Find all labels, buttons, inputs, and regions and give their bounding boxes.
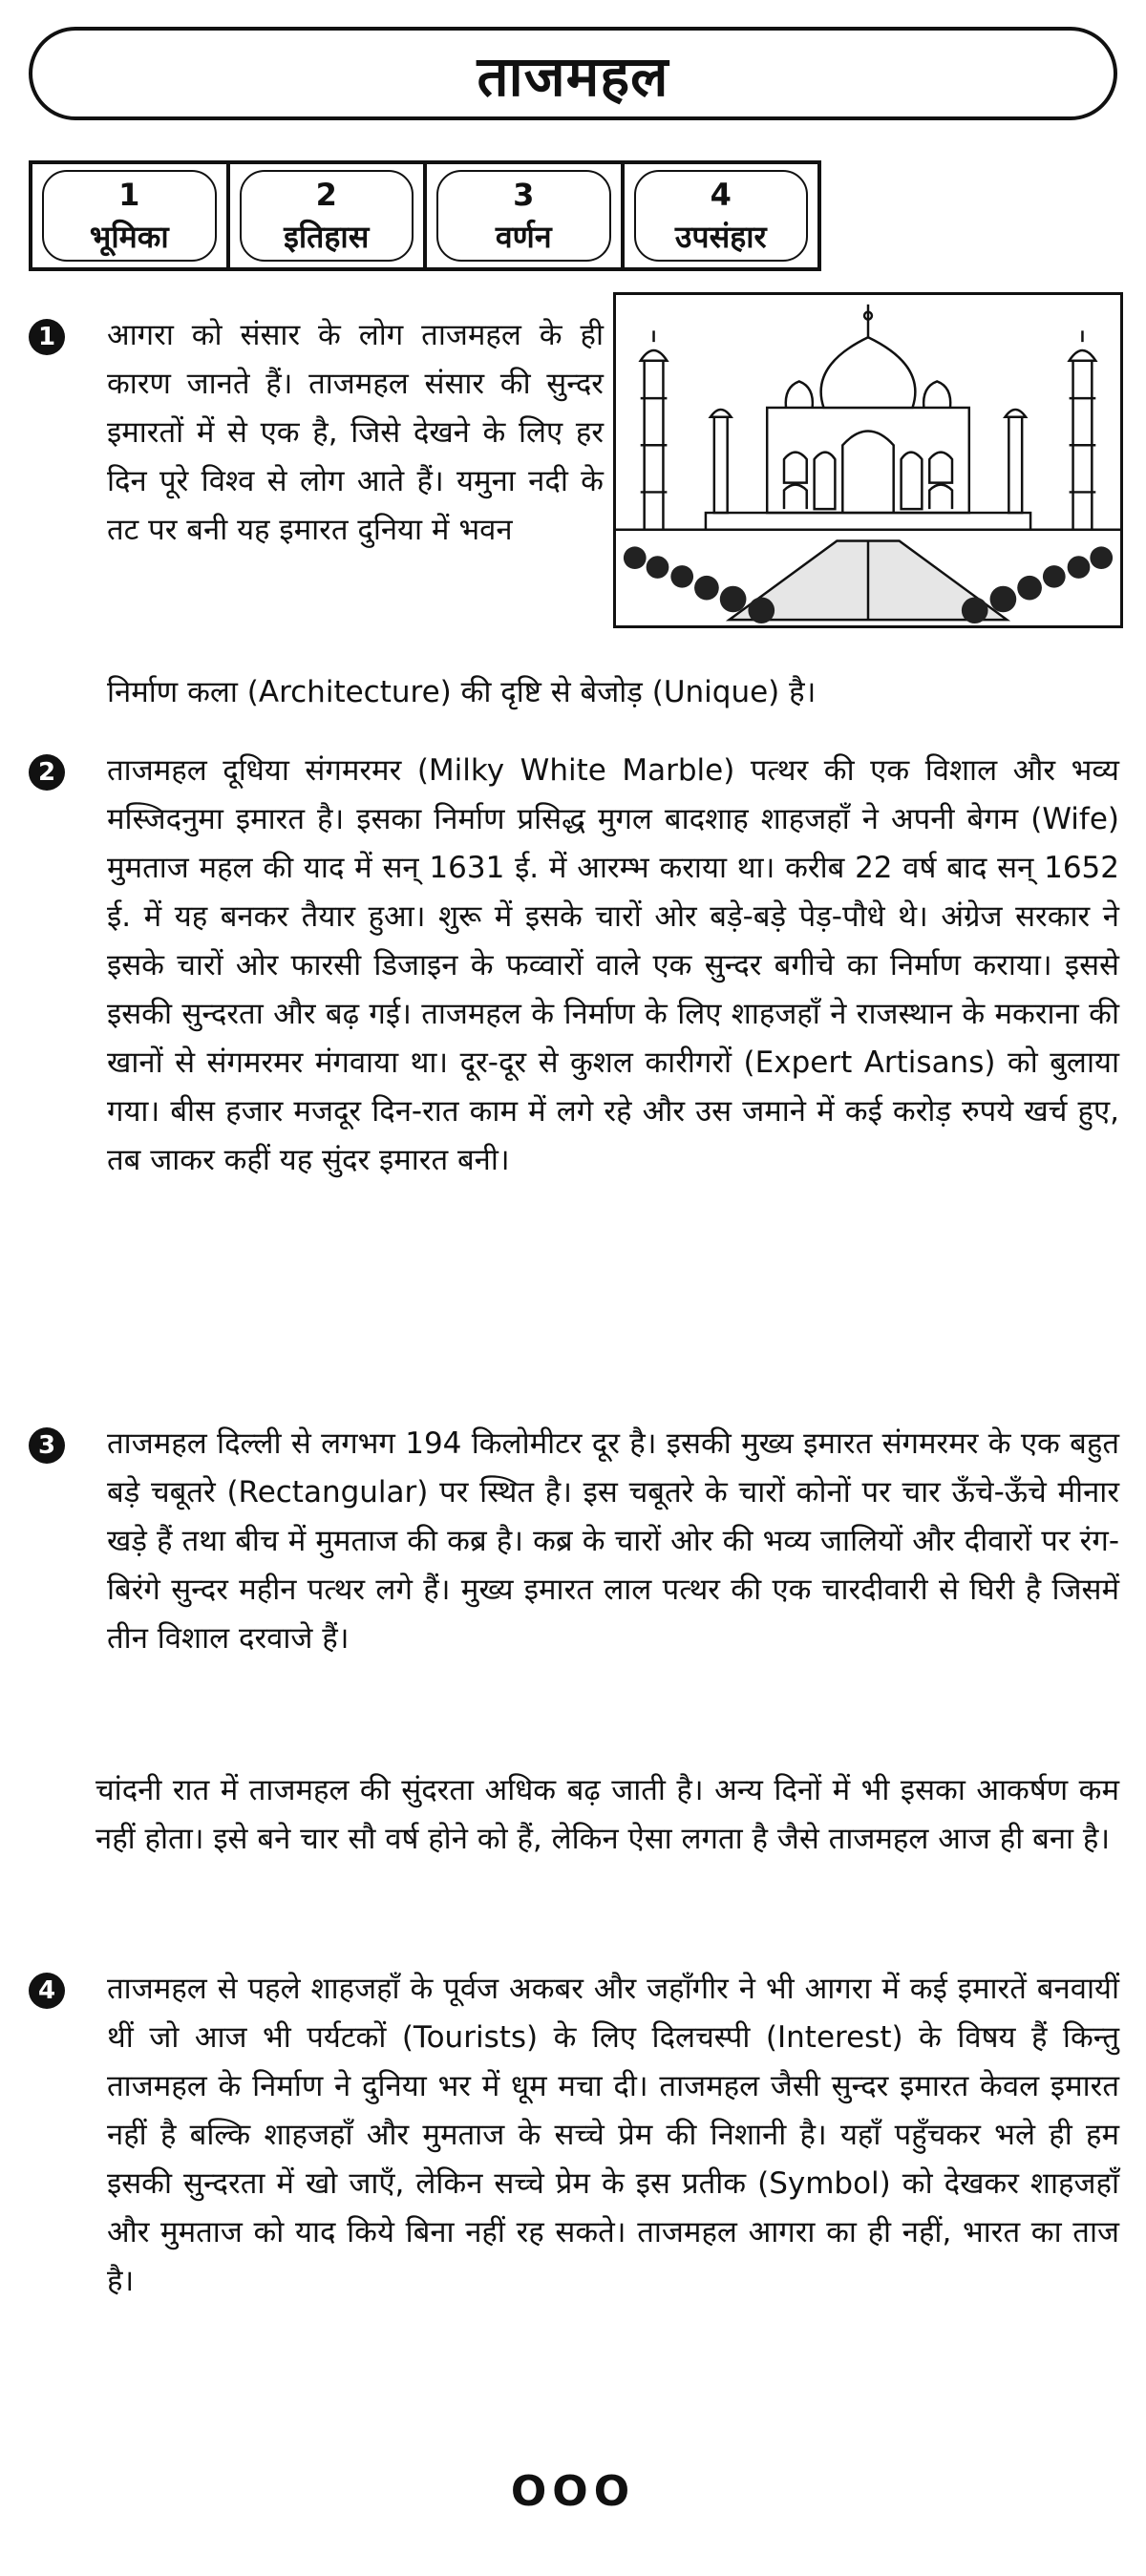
- section-cell-2: [230, 164, 428, 267]
- taj-mahal-sketch-icon: [613, 292, 1123, 628]
- section-number: 4: [710, 177, 732, 213]
- section-outline: [29, 160, 821, 271]
- paragraph-bullet-4: 4: [29, 1973, 65, 2009]
- paragraph-4: ताजमहल से पहले शाहजहाँ के पूर्वज अकबर और जहाँगीर ने भी आगरा में कई इमारतें बनवायीं थीं जो आज भी पर्यटकों (Tourists) के लिए दिलचस्पी (Interest) के विषय हैं किन्तु ताजमहल के निर्माण ने दुनिया भर में धूम मचा दी। ताजमहल जैसी सुन्दर इमारत केवल इमारत नहीं है बल्कि शाहजहाँ और मुमताज के सच्चे प्रेम की निशानी है। यहाँ पहुँचकर भले ही हम इसकी सुन्दरता में खो जाएँ, लेकिन सच्चे प्रेम के इस प्रतीक (Symbol) को देखकर शाहजहाँ और मुमताज को याद किये बिना नहीं रह सकते। ताजमहल आगरा का ही नहीं, भारत का ताज है।: [107, 1972, 1119, 2298]
- paragraph-bullet-1: 1: [29, 319, 65, 355]
- page-title: ताजमहल: [477, 43, 669, 109]
- section-label: इतिहास: [284, 219, 370, 255]
- section-label: उपसंहार: [674, 219, 767, 255]
- title-banner: [29, 27, 1117, 120]
- section-number: 2: [315, 177, 337, 213]
- end-mark: OOO: [510, 2467, 636, 2516]
- section-cell-4: [625, 164, 818, 267]
- paragraph-2: ताजमहल दूधिया संगमरमर (Milky White Marble) पत्थर की एक विशाल और भव्य मस्जिदनुमा इमारत है। इसका निर्माण प्रसिद्ध मुगल बादशाह शाहजहाँ ने अपनी बेगम (Wife) मुमताज महल की याद में सन् 1631 ई. में आरम्भ कराया था। करीब 22 वर्ष बाद सन् 1652 ई. में यह बनकर तैयार हुआ। शुरू में इसके चारों ओर बड़े-बड़े पेड़-पौधे थे। अंग्रेज सरकार ने इसके चारों ओर फारसी डिजाइन के फव्वारों वाले एक सुन्दर बगीचे का निर्माण कराया। इससे इसकी सुन्दरता और बढ़ गई। ताजमहल के निर्माण के लिए शाहजहाँ ने राजस्थान के मकराना की खानों से संगमरमर मंगवाया था। दूर-दूर से कुशल कारीगरों (Expert Artisans) को बुलाया गया। बीस हजार मजदूर दिन-रात काम में लगे रहे और उस जमाने में कई करोड़ रुपये खर्च हुए, तब जाकर कहीं यह सुंदर इमारत बनी।: [107, 753, 1119, 1177]
- section-label: वर्णन: [495, 219, 552, 255]
- paragraph-bullet-3: 3: [29, 1427, 65, 1464]
- section-label: भूमिका: [89, 219, 169, 255]
- paragraph-1-continuation: निर्माण कला (Architecture) की दृष्टि से बेजोड़ (Unique) है।: [107, 675, 817, 709]
- section-cell-3: [427, 164, 625, 267]
- paragraph-1: आगरा को संसार के लोग ताजमहल के ही कारण जानते हैं। ताजमहल संसार की सुन्दर इमारतों में से एक है, जिसे देखने के लिए हर दिन पूरे विश्व से लोग आते हैं। यमुना नदी के तट पर बनी यह इमारत दुनिया में भवन: [107, 318, 604, 547]
- paragraph-3: ताजमहल दिल्ली से लगभग 194 किलोमीटर दूर है। इसकी मुख्य इमारत संगमरमर के एक बहुत बड़े चबूतरे (Rectangular) पर स्थित है। इस चबूतरे के चारों कोनों पर चार ऊँचे-ऊँचे मीनार खड़े हैं तथा बीच में मुमताज की कब्र है। कब्र के चारों ओर की भव्य जालियों और दीवारों पर रंग-बिरंगे सुन्दर महीन पत्थर लगे हैं। मुख्य इमारत लाल पत्थर की एक चारदीवारी से घिरी है जिसमें तीन विशाल दरवाजे हैं।: [107, 1426, 1119, 1656]
- section-number: 3: [513, 177, 535, 213]
- section-number: 1: [118, 177, 140, 213]
- section-cell-1: [32, 164, 230, 267]
- paragraph-3-moonlight: चांदनी रात में ताजमहल की सुंदरता अधिक बढ़ जाती है। अन्य दिनों में भी इसका आकर्षण कम नहीं होता। इसे बने चार सौ वर्ष होने को हैं, लेकिन ऐसा लगता है जैसे ताजमहल आज ही बना है।: [96, 1773, 1119, 1856]
- paragraph-bullet-2: 2: [29, 754, 65, 791]
